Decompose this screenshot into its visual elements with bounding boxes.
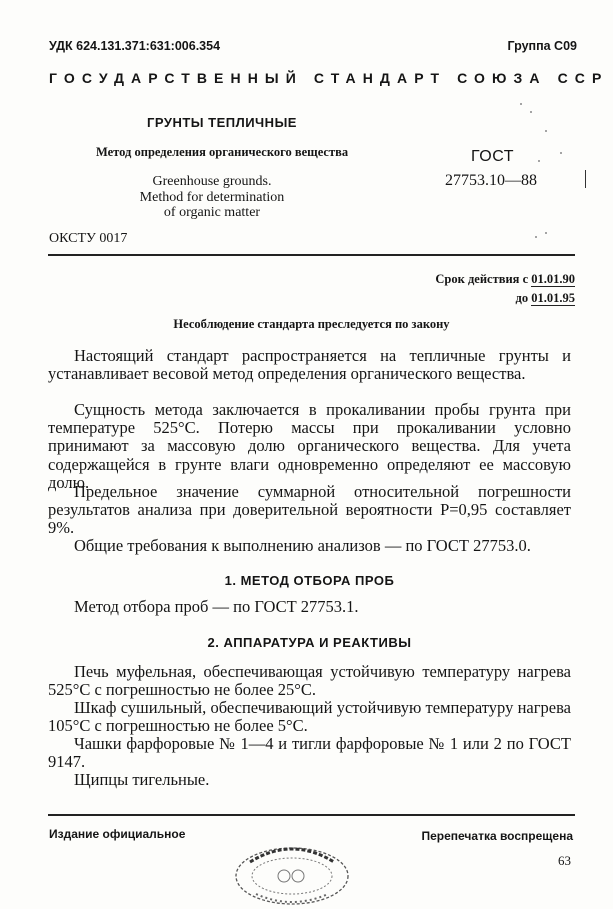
validity-start-date: 01.01.90 bbox=[531, 272, 575, 286]
group-code: Группа С09 bbox=[507, 39, 577, 53]
english-title bbox=[96, 174, 328, 221]
title-divider bbox=[48, 254, 575, 256]
intro-paragraph-4: Общие требования к выполнению анализов — по ГОСТ 27753.0. bbox=[74, 536, 531, 555]
document-title: ГРУНТЫ ТЕПЛИЧНЫЕ bbox=[147, 115, 297, 130]
section-2-paragraph-1: Печь муфельная, обеспечивающая устойчивую температуру нагрева 525°С с погрешностью не более 25°С. bbox=[48, 662, 571, 700]
page-number: 63 bbox=[558, 853, 571, 868]
state-standard-banner: ГОСУДАРСТВЕННЫЙ СТАНДАРТ СОЮЗА ССР bbox=[49, 70, 609, 86]
margin-mark bbox=[585, 170, 586, 188]
validity-start bbox=[435, 272, 575, 287]
gost-number: 27753.10—88 bbox=[445, 172, 537, 189]
english-title-line-3: of organic matter bbox=[163, 205, 261, 220]
section-2-paragraph-4: Щипцы тигельные. bbox=[74, 770, 210, 789]
section-2-paragraph-2: Шкаф сушильный, обеспечивающий устойчивую температуру нагрева 105°С с погрешностью не более 5°С. bbox=[48, 698, 571, 736]
section-1-paragraph: Метод отбора проб — по ГОСТ 27753.1. bbox=[74, 597, 359, 616]
legal-notice: Несоблюдение стандарта преследуется по закону bbox=[173, 317, 450, 331]
library-stamp-icon bbox=[232, 840, 352, 908]
validity-end-label: до bbox=[515, 291, 532, 305]
section-2-heading: 2. АППАРАТУРА И РЕАКТИВЫ bbox=[207, 635, 412, 650]
gost-label: ГОСТ bbox=[471, 148, 515, 165]
section-2-paragraph-3: Чашки фарфоровые № 1—4 и тигли фарфоровые № 1 или 2 по ГОСТ 9147. bbox=[48, 734, 571, 772]
intro-paragraph-3: Предельное значение суммарной относительной погрешности результатов анализа при доверительной вероятности Р=0,95 составляет 9%. bbox=[48, 482, 571, 538]
intro-paragraph-1: Настоящий стандарт распространяется на тепличные грунты и устанавливает весовой метод определения органического вещества. bbox=[48, 346, 571, 384]
english-title-line-2: Method for determination bbox=[139, 189, 285, 205]
intro-paragraph-2: Сущность метода заключается в прокаливании пробы грунта при температуре 525°С. Потерю массы при прокаливании условно принимают за массовую долю органического вещества. Для учета содержащейся в грунте влаги одновременно определяют ее массовую долю. bbox=[48, 400, 571, 492]
official-edition: Издание официальное bbox=[49, 827, 186, 841]
footer-divider bbox=[48, 814, 575, 816]
okstu-code: ОКСТУ 0017 bbox=[49, 231, 128, 246]
validity-end-date: 01.01.95 bbox=[531, 291, 575, 305]
validity-end bbox=[435, 291, 575, 306]
validity-period bbox=[435, 272, 575, 306]
udk-code: УДК 624.131.371:631:006.354 bbox=[49, 39, 221, 53]
validity-start-label: Срок действия с bbox=[435, 272, 532, 286]
document-subtitle: Метод определения органического вещества bbox=[96, 145, 349, 159]
english-title-line-1: Greenhouse grounds. bbox=[152, 174, 272, 189]
reprint-prohibited: Перепечатка воспрещена bbox=[421, 829, 573, 843]
section-1-heading: 1. МЕТОД ОТБОРА ПРОБ bbox=[224, 573, 395, 588]
